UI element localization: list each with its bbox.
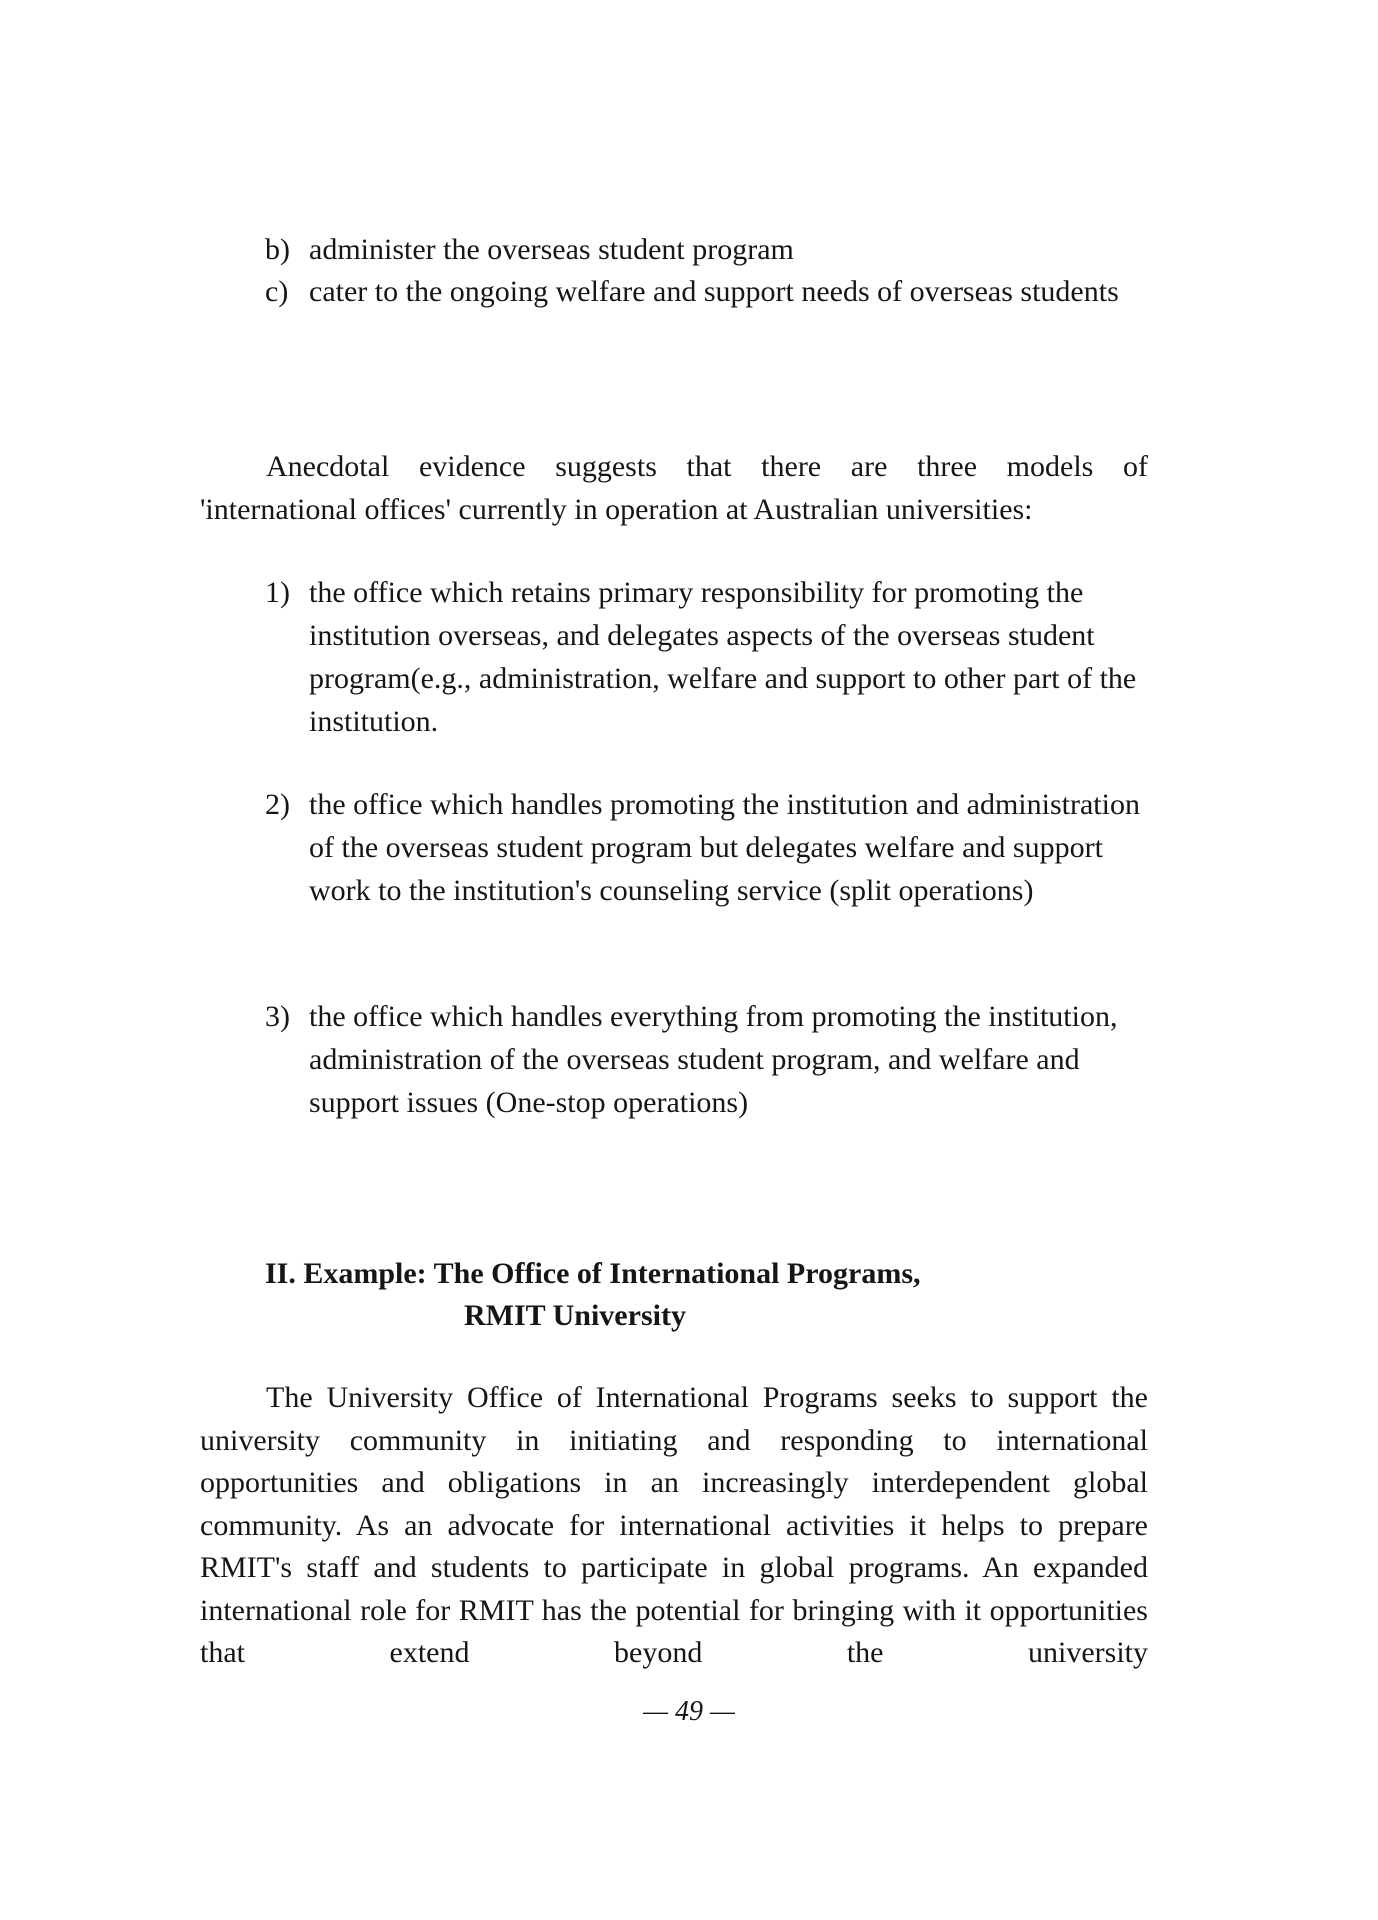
paragraph-text: Anecdotal evidence suggests that there are three models of bbox=[266, 450, 1148, 483]
paragraph-last-line: 'international offices' currently in operation at Australian universities: bbox=[200, 492, 1033, 526]
page-number: — 49 — bbox=[643, 1696, 735, 1727]
list-item-text: the office which handles promoting the institution and administration of the overseas student program but delegates welfare and support work to the institution's counseling service (split operations) bbox=[309, 788, 1140, 907]
section-heading-line-2: RMIT University bbox=[464, 1299, 686, 1332]
list-marker: 1) bbox=[265, 576, 290, 609]
list-marker: c) bbox=[265, 275, 289, 308]
paragraph-rmit-office bbox=[200, 1377, 1148, 1675]
list-item-text: cater to the ongoing welfare and support needs of overseas students bbox=[309, 275, 1119, 308]
list-item-text: administer the overseas student program bbox=[309, 233, 794, 266]
list-marker: 2) bbox=[265, 788, 290, 821]
section-heading-line-1: II. Example: The Office of International Programs, bbox=[265, 1257, 921, 1290]
list-item-text: the office which handles everything from promoting the institution, administration of the overseas student program, and welfare and support issues (One-stop operations) bbox=[309, 1000, 1118, 1119]
list-marker: 3) bbox=[265, 1000, 290, 1033]
list-item-text: the office which retains primary responsibility for promoting the institution overseas, and delegates aspects of the overseas student program(e.g., administration, welfare and support to other part of the institution. bbox=[309, 576, 1137, 738]
paragraph-text: The University Office of International Programs seeks to support the university community in initiating and responding to international opportunities and obligations in an increasingly interdependent global community. As an advocate for international activities it helps to prepare RMIT's staff and students to participate in global programs. An expanded international role for RMIT has the potential for bringing with it opportunities that extend beyond the university bbox=[200, 1381, 1148, 1669]
list-marker: b) bbox=[265, 233, 290, 266]
paragraph-models-intro bbox=[200, 446, 1148, 531]
